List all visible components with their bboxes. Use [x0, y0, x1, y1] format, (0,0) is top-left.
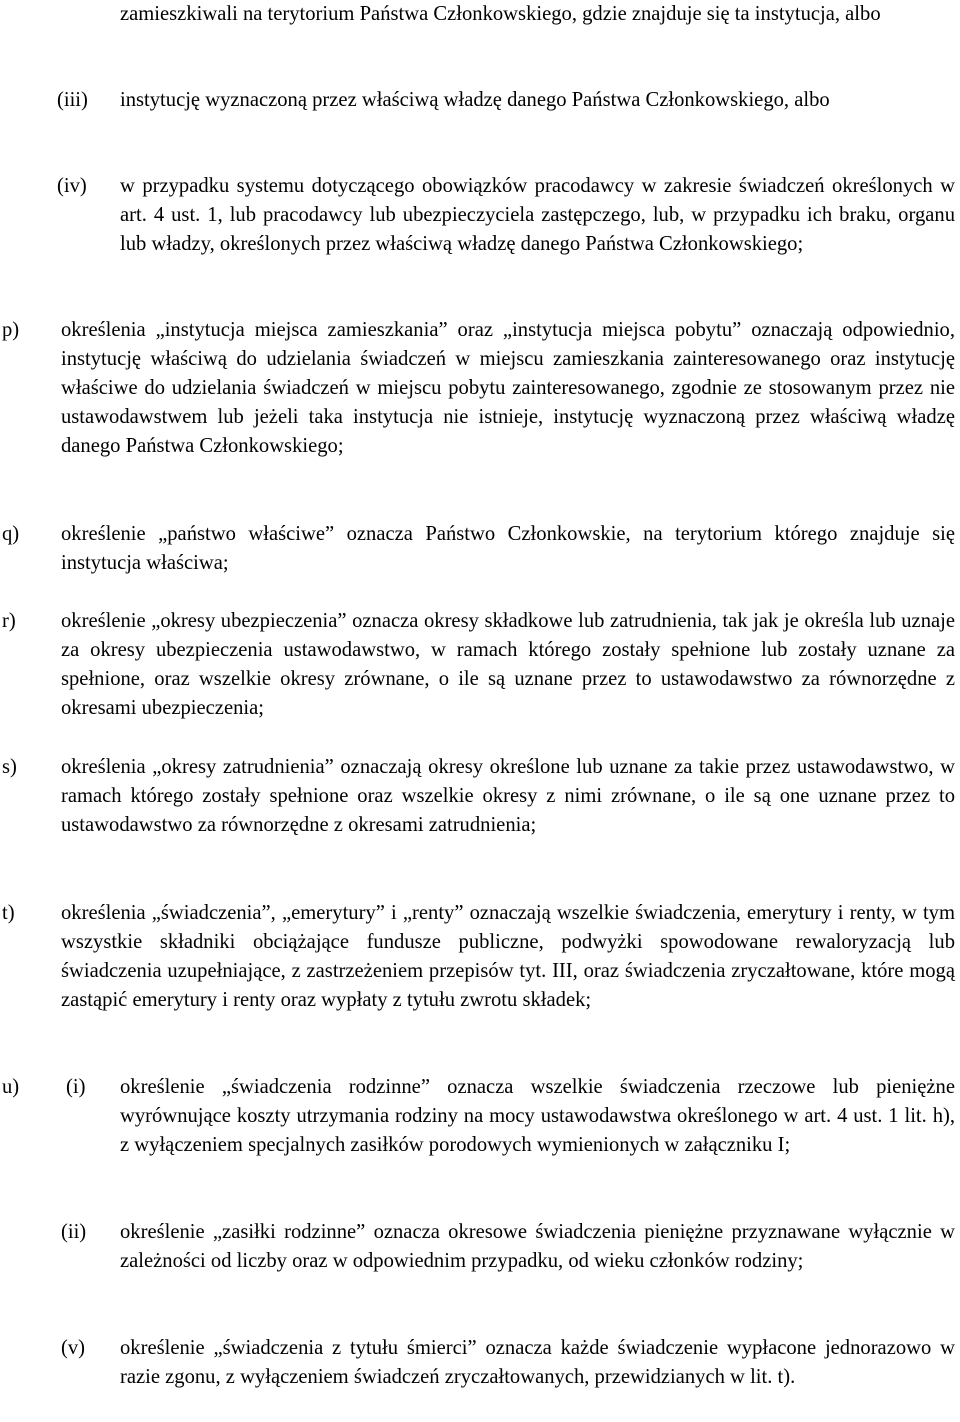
- definition-u-sub-v-label: (v): [61, 1337, 86, 1359]
- definition-u-sub-v-text: określenie „świadczenia z tytułu śmierci” oznacza każde świadczenie wypłacone jednorazowo w razie zgonu, z wyłączeniem świadczeń zryczałtowanych, przewidzianych w lit. t).: [120, 1337, 955, 1388]
- definition-p-text: określenia „instytucja miejsca zamieszkania” oraz „instytucja miejsca pobytu” oznaczają odpowiednio, instytucję właściwą do udzielania świadczeń w miejscu zamieszkania zainteresowanego oraz instytucję właściwe do udzielania świadczeń w miejscu pobytu zainteresowanego, zgodnie ze stosowanym przez nie ustawodawstwem lub jeżeli taka instytucja nie istnieje, instytucję wyznaczoną przez właściwą władzę danego Państwa Członkowskiego;: [61, 319, 955, 457]
- definition-r-text: określenie „okresy ubezpieczenia” oznacza okresy składkowe lub zatrudnienia, tak jak je określa lub uznaje za okresy ubezpieczenia ustawodawstwo, w ramach którego zostały spełnione lub zostały uznane za spełnione, oraz wszelkie okresy zrównane, o ile są uznane przez to ustawodawstwo za równorzędne z okresami ubezpieczenia;: [61, 610, 955, 719]
- definition-u-sub-ii-label: (ii): [61, 1221, 87, 1243]
- definition-u-sub-i-text: określenie „świadczenia rodzinne” oznacza wszelkie świadczenia rzeczowe lub pieniężne wyrównujące koszty utrzymania rodziny na mocy ustawodawstwa określonego w art. 4 ust. 1 lit. h), z wyłączeniem specjalnych zasiłków porodowych wymienionych w załączniku I;: [120, 1076, 955, 1156]
- definition-r-label: r): [2, 610, 16, 632]
- definition-s-label: s): [2, 756, 17, 778]
- definition-s-text: określenia „okresy zatrudnienia” oznaczają okresy określone lub uznane za takie przez ustawodawstwo, w ramach którego zostały spełnione oraz wszelkie okresy z nimi zrównane, o ile są one uznane przez to ustawodawstwo za równorzędne z okresami zatrudnienia;: [61, 756, 955, 836]
- definition-q-label: q): [2, 523, 20, 545]
- subitem-iii-label: (iii): [57, 89, 88, 111]
- definition-u-sub-ii-text: określenie „zasiłki rodzinne” oznacza okresowe świadczenia pieniężne przyznawane wyłącznie w zależności od liczby oraz w odpowiednim przypadku, od wieku członków rodziny;: [120, 1221, 955, 1272]
- subitem-iv-label: (iv): [57, 175, 87, 197]
- subitem-iii-text: instytucję wyznaczoną przez właściwą władzę danego Państwa Członkowskiego, albo: [120, 89, 830, 111]
- definition-t-label: t): [2, 902, 15, 924]
- definition-q-text: określenie „państwo właściwe” oznacza Państwo Członkowskie, na terytorium którego znajduje się instytucja właściwa;: [61, 523, 955, 574]
- definition-p-label: p): [2, 319, 20, 341]
- definition-u-label: u): [2, 1076, 20, 1098]
- definition-u-sub-i-label: (i): [66, 1076, 86, 1098]
- subitem-iv-text: w przypadku systemu dotyczącego obowiązków pracodawcy w zakresie świadczeń określonych w art. 4 ust. 1, lub pracodawcy lub ubezpieczyciela zastępczego, lub, w przypadku ich braku, organu lub władzy, określonych przez właściwą władzę danego Państwa Członkowskiego;: [120, 175, 955, 255]
- subitem-ii-continuation-text: zamieszkiwali na terytorium Państwa Członkowskiego, gdzie znajduje się ta instytucja, albo: [120, 3, 881, 25]
- definition-t-text: określenia „świadczenia”, „emerytury” i „renty” oznaczają wszelkie świadczenia, emerytury i renty, w tym wszystkie składniki obciążające fundusze publiczne, podwyżki spowodowane rewaloryzacją lub świadczenia uzupełniające, z zastrzeżeniem przepisów tyt. III, oraz świadczenia zryczałtowane, które mogą zastąpić emerytury i renty oraz wypłaty z tytułu zwrotu składek;: [61, 902, 955, 1011]
